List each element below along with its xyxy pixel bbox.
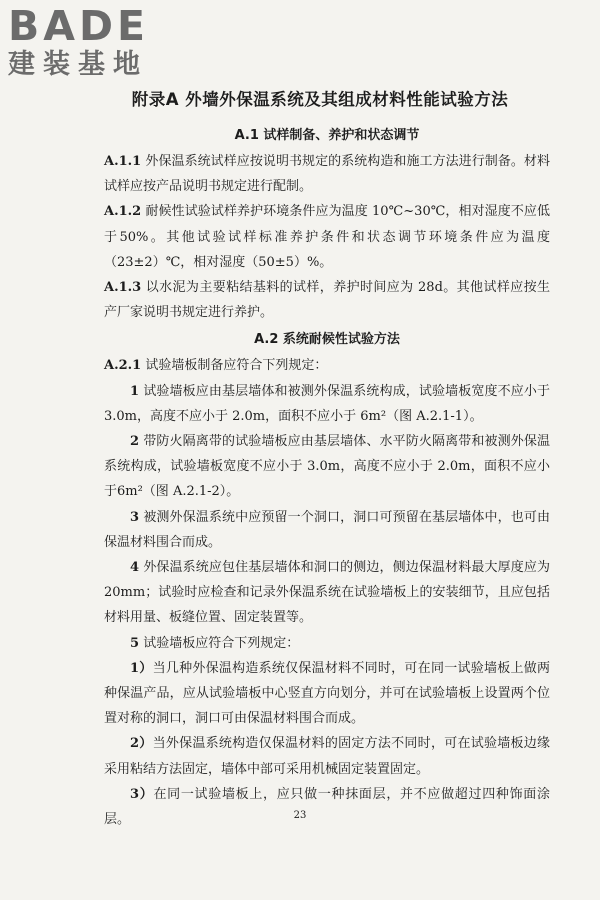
list-item	[104, 555, 550, 631]
item-text: 试验墙板应由基层墙体和被测外保温系统构成，试验墙板宽度不应小于3.0m，高度不应小于 2.0m，面积不应小于 6m²（图 A.2.1-1）。	[104, 383, 550, 424]
clause-a1-2	[104, 199, 550, 275]
page-title: 附录A 外墙外保温系统及其组成材料性能试验方法	[131, 90, 509, 109]
page-number: 23	[293, 810, 307, 821]
clause-number: A.1.3	[104, 280, 142, 296]
item-text: 外保温系统应包住基层墙体和洞口的侧边，侧边保温材料最大厚度应为20mm；试验时应检查和记录外保温系统在试验墙板上的安装细节，且应包括材料用量、板缝位置、固定装置等。	[104, 560, 550, 626]
logo-tagline: 建装基地	[8, 49, 148, 80]
sub-list-item	[104, 731, 550, 781]
list-item	[104, 505, 550, 555]
item-text: 试验墙板应符合下列规定：	[143, 635, 300, 651]
clause-a2-1	[104, 353, 550, 378]
clause-number: A.2.1	[104, 358, 142, 374]
item-number: 4	[130, 560, 140, 576]
clause-text: 耐候性试验试样养护环境条件应为温度 10℃~30℃，相对湿度不应低于50%。其他试验试样标准养护条件和状态调节环境条件应为温度（23±2）℃，相对湿度（50±5）%。	[104, 204, 550, 270]
item-number: 5	[130, 635, 140, 651]
item-text: 被测外保温系统中应预留一个洞口，洞口可预留在基层墙体中，也可由保温材料围合而成。	[104, 509, 550, 550]
clause-number: A.1.1	[104, 154, 142, 169]
clause-a1-3	[104, 275, 550, 325]
item-number: 3	[130, 509, 140, 525]
sub-list-item	[104, 656, 550, 732]
section-heading-a1: A.1 试样制备、养护和状态调节	[234, 128, 420, 143]
sub-list-item	[104, 782, 550, 832]
item-number: 1	[130, 383, 140, 399]
item-number: 2	[130, 434, 140, 450]
clause-text: 试验墙板制备应符合下列规定：	[145, 358, 328, 374]
brand-logo	[8, 4, 183, 90]
subitem-number: 3）	[130, 786, 154, 802]
subitem-text: 当几种外保温构造系统仅保温材料不同时，可在同一试验墙板上做两种保温产品，应从试验墙板中心竖直方向划分，并可在试验墙板上设置两个位置对称的洞口，洞口可由保温材料围合而成。	[104, 660, 550, 727]
subitem-number: 1）	[130, 660, 153, 676]
subitem-text: 在同一试验墙板上，应只做一种抹面层，并不应做超过四种饰面涂层。	[104, 786, 550, 828]
subitem-number: 2）	[130, 736, 153, 752]
list-item	[104, 429, 550, 505]
section-heading-a2: A.2 系统耐候性试验方法	[254, 332, 400, 348]
logo-brand-text: BADE	[8, 2, 150, 50]
list-item	[104, 631, 550, 656]
item-text: 带防火隔离带的试验墙板应由基层墙体、水平防火隔离带和被测外保温系统构成，试验墙板宽度不应小于 3.0m，高度不应小于 2.0m，面积不应小于6m²（图 A.2.1-2）。	[104, 434, 550, 500]
list-item	[104, 379, 550, 429]
subitem-text: 当外保温系统构造仅保温材料的固定方法不同时，可在试验墙板边缘采用粘结方法固定，墙体中部可采用机械固定装置固定。	[104, 736, 550, 777]
clause-a1-1	[104, 149, 550, 199]
clause-number: A.1.2	[104, 204, 142, 220]
document-body	[104, 122, 550, 832]
clause-text: 以水泥为主要粘结基料的试样，养护时间应为 28d。其他试样应按生产厂家说明书规定进行养护。	[104, 280, 550, 321]
clause-text: 外保温系统试样应按说明书规定的系统构造和施工方法进行制备。材料试样应按产品说明书规定进行配制。	[104, 154, 550, 195]
